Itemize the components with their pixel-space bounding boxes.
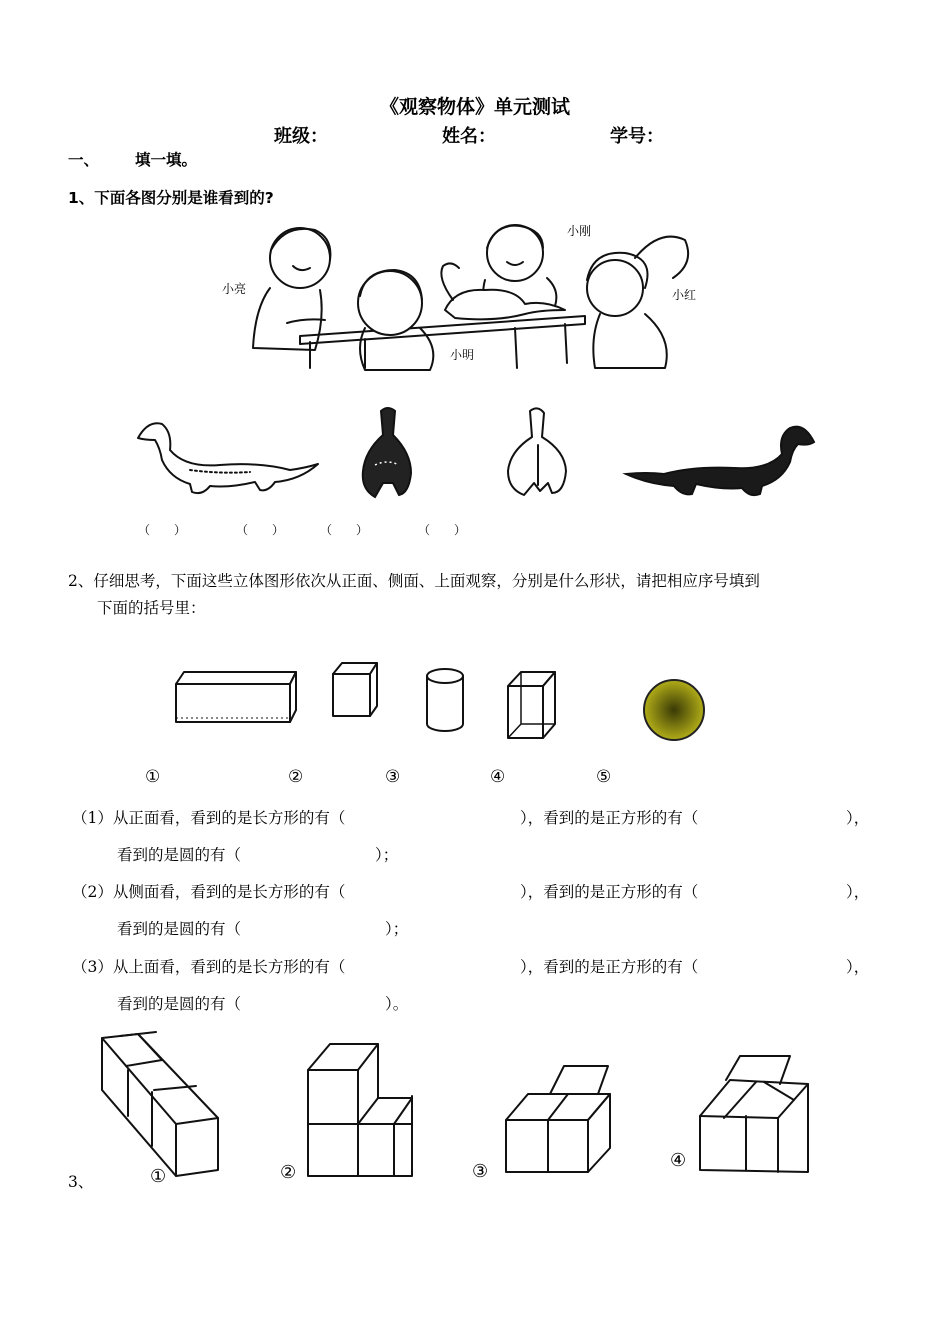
sub2-side-rect: （2）从侧面看，看到的是长方形的有（ [72,883,346,901]
sub3-top-circle: 看到的是圆的有（ [117,995,242,1013]
cube-label-4: ④ [670,1150,687,1171]
shape-1-cuboid [174,668,299,724]
class-label: 班级： [274,126,328,147]
shape-5-sphere [642,678,706,742]
cube-stack-4 [668,1054,838,1179]
shape-number-4: ④ [490,767,506,787]
question-2-line2: 下面的括号里： [97,599,206,617]
cube-label-2: ② [280,1162,297,1183]
cube-stack-1 [98,1030,228,1187]
blank-4[interactable]: （ ） [418,523,467,537]
shape-3-cylinder [424,666,466,734]
cube-label-3: ③ [472,1161,489,1182]
label-xiao-gang: 小刚 [567,224,592,238]
dinosaur-back-view [500,405,575,500]
shape-number-3: ③ [385,767,401,787]
label-xiao-hong: 小红 [672,288,697,302]
sub2-end: ）， [846,883,870,901]
shape-2-cube [330,660,380,720]
sub2-side-square: ），看到的是正方形的有（ [520,883,699,901]
blank-2[interactable]: （ ） [236,523,285,537]
blank-1[interactable]: （ ） [138,523,187,537]
shape-4-wireframe-cuboid [503,668,558,742]
cube-label-1: ① [150,1166,167,1187]
student-id-label: 学号： [610,126,664,147]
question-2-line1: 2、仔细思考，下面这些立体图形依次从正面、侧面、上面观察，分别是什么形状，请把相应序号填到 [68,572,760,590]
sub3-close: ）。 [385,995,409,1013]
sub1-front-square: ），看到的是正方形的有（ [520,809,699,827]
label-xiao-liang: 小亮 [222,282,247,296]
sub1-end: ）， [846,809,870,827]
sub2-close: ）； [385,920,409,938]
sub2-side-circle: 看到的是圆的有（ [117,920,242,938]
blank-3[interactable]: （ ） [320,523,369,537]
dinosaur-side-left-view [130,410,320,500]
shape-number-5: ⑤ [596,767,612,787]
sub1-front-circle: 看到的是圆的有（ [117,846,242,864]
dinosaur-front-view [355,405,420,500]
cube-stack-3 [470,1062,635,1182]
sub1-close: ）； [375,846,399,864]
page-title: 《观察物体》单元测试 [379,96,570,118]
question-1: 1、下面各图分别是谁看到的? [68,189,274,207]
sub3-top-square: ），看到的是正方形的有（ [520,958,699,976]
question-3-number: 3、 [68,1173,94,1191]
sub1-front-rect: （1）从正面看，看到的是长方形的有（ [72,809,346,827]
cube-stack-2 [278,1040,423,1182]
name-label: 姓名： [442,126,496,147]
shape-number-1: ① [145,767,161,787]
section-heading: 填一填。 [135,151,198,169]
sub3-top-rect: （3）从上面看，看到的是长方形的有（ [72,958,346,976]
section-number: 一、 [68,151,100,169]
sub3-end: ）， [846,958,870,976]
label-xiao-ming: 小明 [450,348,475,362]
dinosaur-side-right-view [622,412,820,502]
shape-number-2: ② [288,767,304,787]
